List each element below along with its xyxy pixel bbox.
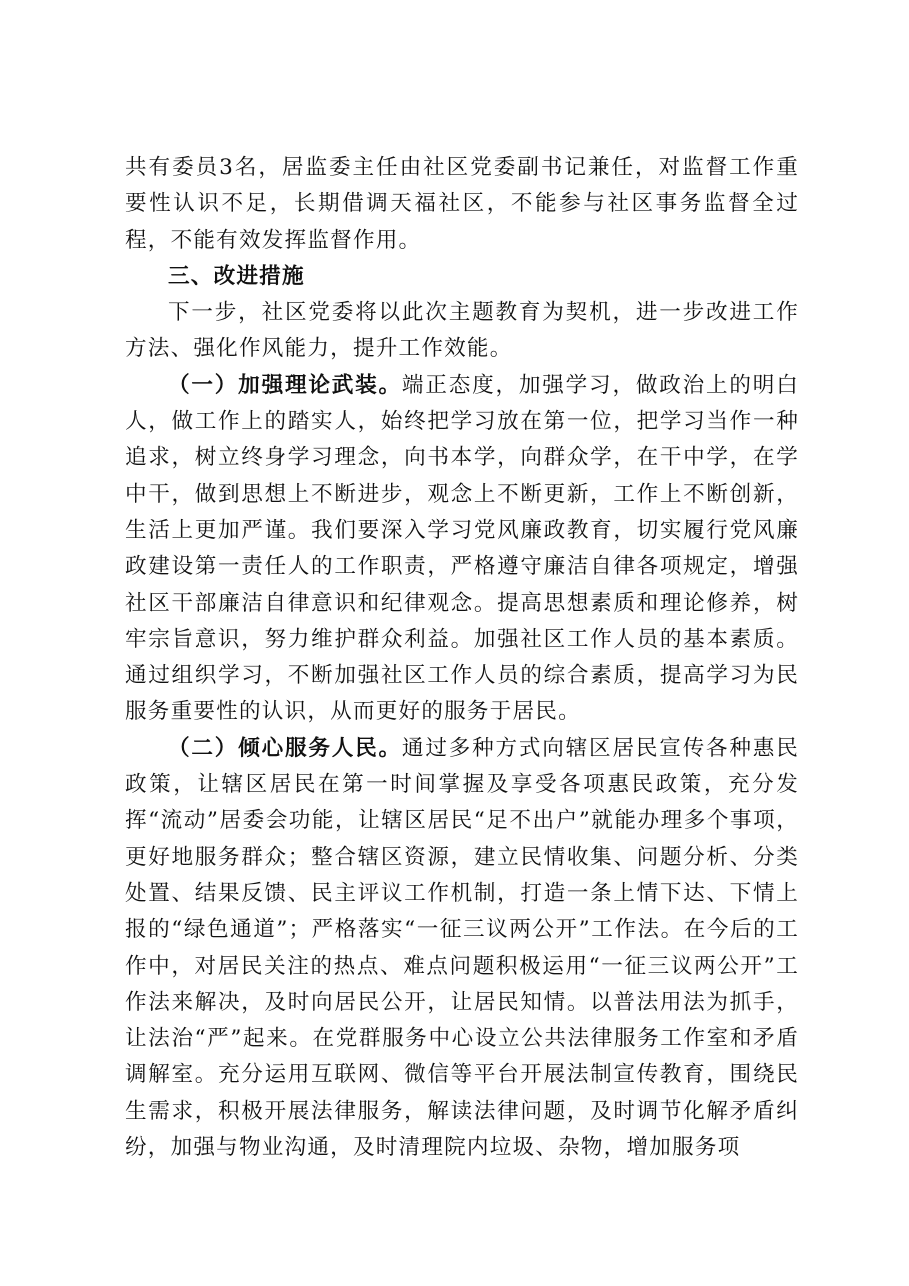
subsection-lead-serve-people: （二）倾心服务人民。: [168, 735, 402, 761]
subsection-lead-theory-study: （一）加强理论武装。: [168, 372, 402, 398]
subsection-body-theory-study: 端正态度，加强学习，做政治上的明白人，做工作上的踏实人，始终把学习放在第一位，把学习当作一种追求，树立终身学习理念，向书本学，向群众学，在干中学，在学中干，做到思想上不断进步，观念上不断更新，工作上不断创新，生活上更加严谨。我们要深入学习党风廉政教育，切实履行党风廉政建设第一责任人的工作职责，严格遵守廉洁自律各项规定，增强社区干部廉洁自律意识和纪律观念。提高思想素质和理论修养，树牢宗旨意识，努力维护群众利益。加强社区工作人员的基本素质。通过组织学习，不断加强社区工作人员的综合素质，提高学习为民服务重要性的认识，从而更好的服务于居民。: [125, 372, 799, 725]
paragraph-continuation: 共有委员3名，居监委主任由社区党委副书记兼任，对监督工作重要性认识不足，长期借调天福社区，不能参与社区事务监督全过程，不能有效发挥监督作用。: [125, 155, 799, 253]
section-heading-improvement-measures: 三、改进措施: [168, 263, 305, 289]
subsection-body-serve-people: 通过多种方式向辖区居民宣传各种惠民政策，让辖区居民在第一时间掌握及享受各项惠民政策，充分发挥“流动”居委会功能，让辖区居民“足不出户”就能办理多个事项，更好地服务群众；整合辖区资源，建立民情收集、问题分析、分类处置、结果反馈、民主评议工作机制，打造一条上情下达、下情上报的“绿色通道”；严格落实“一征三议两公开”工作法。在今后的工作中，对居民关注的热点、难点问题积极运用“一征三议两公开”工作法来解决，及时向居民公开，让居民知情。以普法用法为抓手，让法治“严”起来。在党群服务中心设立公共法律服务工作室和矛盾调解室。充分运用互联网、微信等平台开展法制宣传教育，围绕民生需求，积极开展法律服务，解读法律问题，及时调节化解矛盾纠纷，加强与物业沟通，及时清理院内垃圾、杂物，增加服务项: [125, 735, 799, 1161]
paragraph-serve-people: [125, 731, 799, 1167]
paragraph-intro: 下一步，社区党委将以此次主题教育为契机，进一步改进工作方法、强化作风能力，提升工作效能。: [125, 300, 799, 362]
paragraph-theory-study: [125, 368, 799, 731]
